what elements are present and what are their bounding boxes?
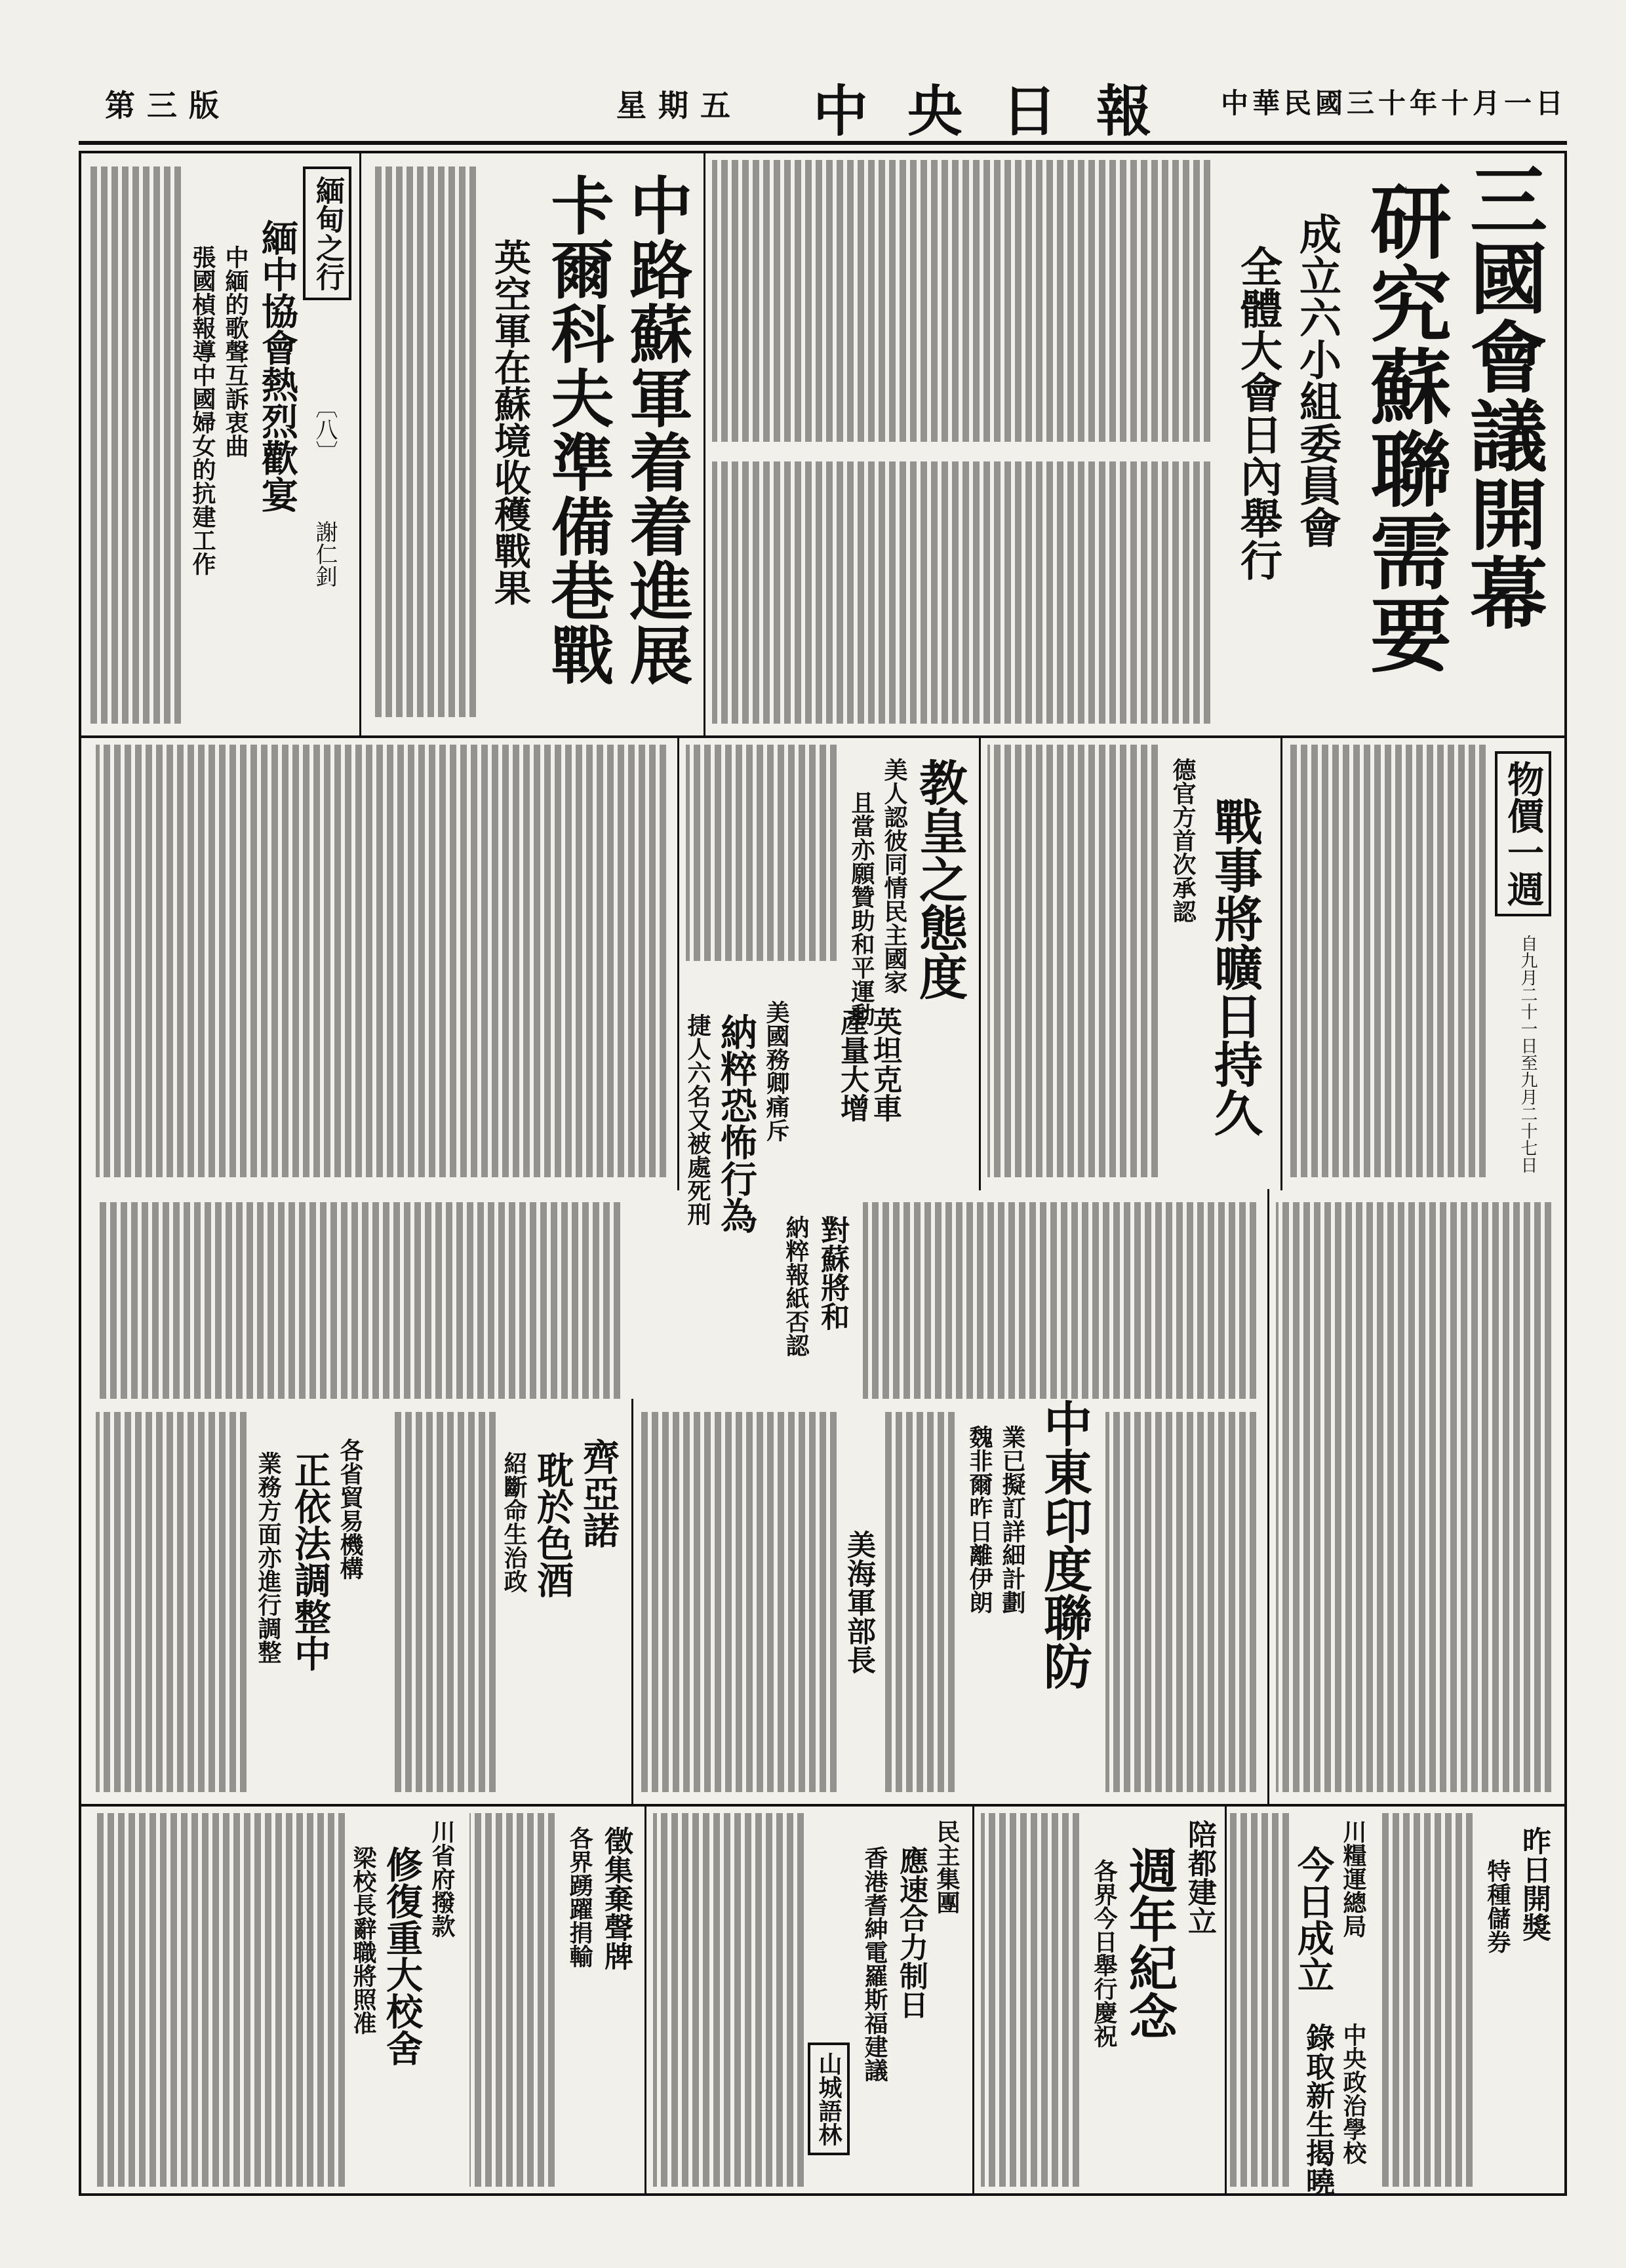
sichuan-deck: 梁校長辭職將照准 [349, 1846, 377, 2035]
column-rule [972, 1807, 974, 2193]
burma-body-text [89, 166, 181, 724]
nazi-headline: 納粹恐怖行為 [715, 1013, 758, 1234]
chongqing-deck: 各界今日舉行慶祝 [1090, 1859, 1118, 2048]
nazi-kicker: 美國務卿痛斥 [763, 1000, 790, 1142]
burma-deck-2: 張國楨報導中國婦女的抗建工作 [189, 245, 216, 576]
shancheng-headline: 山城語林 [808, 2043, 850, 2155]
chongqing-body-text [981, 1813, 1079, 2187]
soviet-japan-deck: 納粹報紙否認 [782, 1215, 810, 1357]
trade-body-text [96, 1412, 247, 1792]
column-rule [1225, 1807, 1227, 2193]
sichuan-org-kicker: 川糧運總局 [1339, 1820, 1367, 1938]
tank-headline-2: 產量大增 [835, 1007, 869, 1122]
levy-headline: 徵集棄聲牌 [599, 1826, 633, 1970]
serial-continued-text [96, 1202, 620, 1399]
me-india-deck-1: 業已擬訂詳細計劃 [999, 1425, 1026, 1614]
column-rule [979, 738, 981, 1190]
chongqing-headline: 週年紀念 [1121, 1846, 1178, 2040]
column-rule [677, 738, 679, 1190]
pope-body-text [686, 745, 837, 961]
us-navy-headline: 美海軍部長 [842, 1530, 875, 1674]
front-deck: 英空軍在蘇境收穫戰果 [488, 239, 532, 606]
lottery-deck: 特種儲券 [1484, 1859, 1511, 1953]
democracy-kicker: 民主集團 [933, 1820, 961, 1914]
middle-left-body-text [96, 745, 666, 1177]
me-india-headline: 中東印度聯防 [1036, 1399, 1092, 1690]
ciano-body-text [391, 1412, 496, 1792]
trade-headline: 正依法調整中 [288, 1451, 332, 1672]
school-headline: 錄取新生揭曉 [1301, 2023, 1334, 2196]
front-body-text [371, 166, 476, 717]
levy-deck: 各界踴躍捐輸 [566, 1826, 593, 1968]
column-rule [1267, 1189, 1269, 1805]
pope-deck-2: 且當亦願贊助和平運動 [848, 791, 875, 1026]
ciano-headline-1: 齊亞諾 [577, 1438, 620, 1548]
democracy-headline: 應速合力制日 [894, 1846, 928, 2019]
me-india-deck-2: 魏非爾昨日離伊朗 [966, 1425, 993, 1614]
pope-deck-1: 美人認彼同情民主國家 [881, 758, 908, 994]
column-rule [644, 1807, 646, 2193]
lead-body-text-2 [712, 461, 1210, 724]
sichuan-org-body-text [1230, 1813, 1289, 2187]
serial-column-title: 緬甸之行 [303, 166, 351, 300]
price-week-continued-text [1276, 1202, 1551, 1792]
front-headline-2: 卡爾科夫準備巷戰 [541, 173, 615, 687]
ciano-deck: 紹斷命生治政 [500, 1451, 528, 1593]
war-deck: 德官方首次承認 [1169, 758, 1197, 923]
sichuan-headline: 修復重大校舍 [380, 1846, 424, 2066]
serial-byline: 謝仁釗 [311, 520, 338, 587]
price-week-body-text [1289, 745, 1486, 1177]
front-headline-1: 中路蘇軍着着進展 [620, 173, 694, 687]
war-headline: 戰事將曠日持久 [1206, 797, 1263, 1137]
misc-body-text [640, 1412, 837, 1792]
levy-body-text [469, 1813, 555, 2187]
weekday: 星期五 [616, 88, 742, 123]
burma-headline: 緬中協會熱烈歡宴 [256, 219, 299, 513]
ciano-headline-2: 耽於色酒 [531, 1451, 574, 1598]
column-rule [359, 153, 361, 737]
top-band [81, 153, 1564, 737]
nazi-deck: 捷人六名又被處死刑 [684, 1013, 711, 1226]
sichuan-org-headline: 今日成立 [1292, 1846, 1335, 1993]
masthead [79, 62, 1567, 145]
lower-band [81, 1189, 1564, 1805]
newspaper-page [79, 151, 1567, 2196]
school-kicker: 中央政治學校 [1339, 2023, 1367, 2164]
war-continued-text [863, 1202, 1256, 1399]
middle-band [81, 738, 1564, 1234]
lead-deck-1: 成立六小組委員會 [1292, 212, 1341, 548]
pope-headline: 教皇之態度 [911, 758, 968, 1000]
price-week-title: 物價一週 [1495, 751, 1551, 916]
war-body-text [987, 745, 1158, 1177]
trade-kicker: 各省貿易機構 [336, 1438, 364, 1580]
us-navy-body-text [882, 1412, 955, 1792]
page-number: 第三版 [105, 88, 231, 123]
burma-deck-1: 中緬的歌聲互訴衷曲 [222, 245, 249, 458]
price-week-dateline: 自九月二十一日至九月二十七日 [1518, 935, 1537, 1173]
bottom-band [81, 1807, 1564, 2196]
lottery-headline: 昨日開獎 [1517, 1826, 1551, 1942]
lead-headline: 研究蘇聯需要 [1357, 180, 1452, 675]
column-rule [704, 153, 705, 737]
lead-kicker: 三國會議開幕 [1457, 160, 1548, 632]
chongqing-kicker: 陪都建立 [1183, 1820, 1216, 1935]
trade-deck: 業務方面亦進行調整 [254, 1451, 282, 1664]
lottery-body-text [1381, 1813, 1473, 2187]
democracy-body-text [653, 1813, 804, 2187]
democracy-deck: 香港耆紳電羅斯福建議 [861, 1846, 888, 2082]
lead-body-text [712, 160, 1210, 442]
issue-date: 中華民國三十年十月一日 [1220, 87, 1567, 119]
newspaper-title: 中央日報 [813, 79, 1191, 144]
sichuan-kicker: 川省府撥款 [428, 1820, 456, 1938]
sichuan-body-text [96, 1813, 345, 2187]
serial-number: 〔八〕 [311, 396, 338, 463]
lead-deck-2: 全體大會日內舉行 [1233, 245, 1282, 581]
me-india-body-text [1105, 1412, 1256, 1792]
tank-headline-1: 英坦克車 [868, 1007, 902, 1122]
soviet-japan-headline: 對蘇將和 [816, 1215, 849, 1331]
column-rule [1280, 738, 1282, 1190]
column-rule [631, 1399, 633, 1805]
